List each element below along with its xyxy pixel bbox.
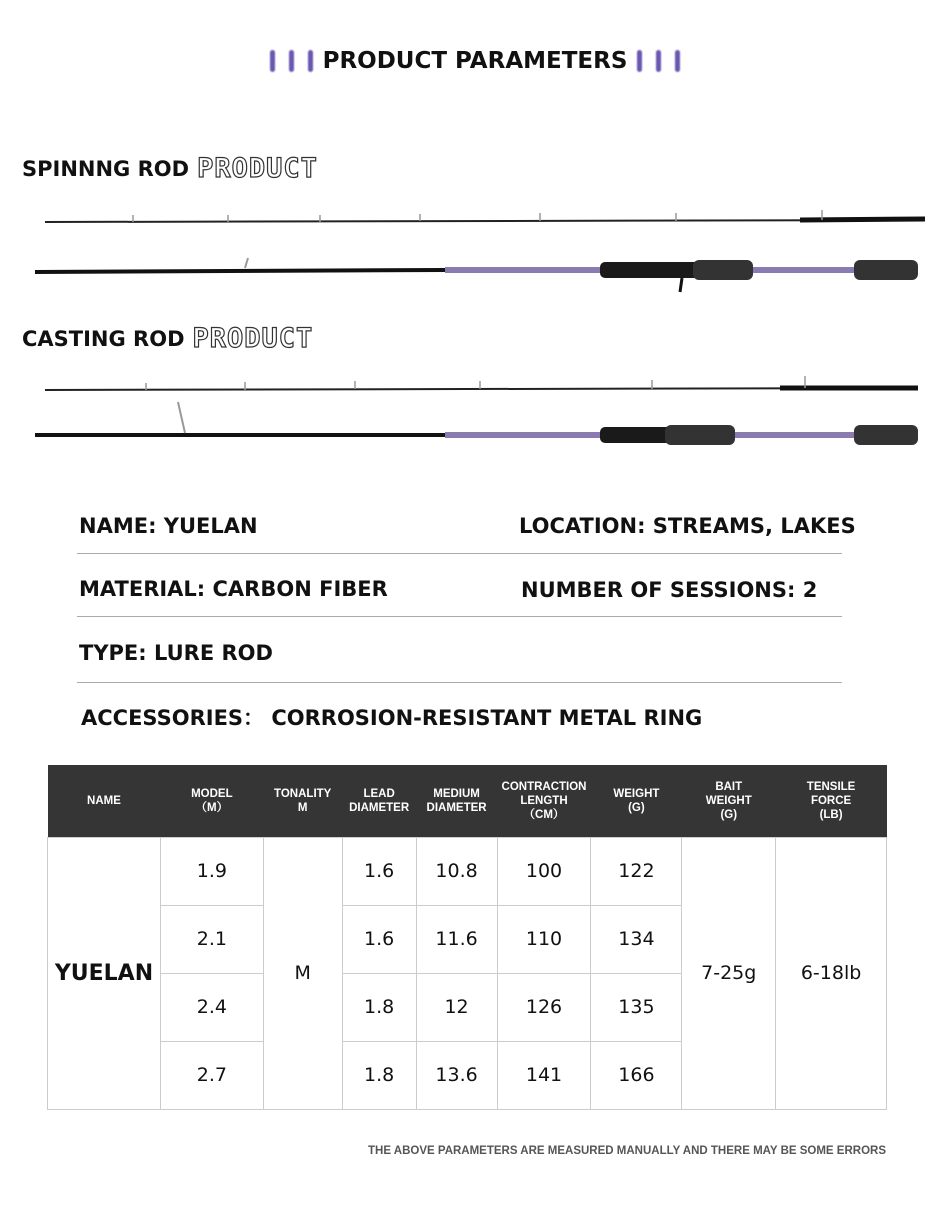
- header-line: (LB): [819, 808, 843, 821]
- table-cell: 122: [591, 837, 682, 905]
- table-cell: 7-25g: [682, 837, 776, 1109]
- divider: [77, 682, 842, 683]
- section-label: CASTING ROD: [22, 326, 185, 351]
- column-header: [342, 765, 416, 837]
- table-cell: 1.8: [342, 1041, 416, 1109]
- header-line: LENGTH: [520, 794, 568, 807]
- rod-butt-section-1: [35, 258, 918, 292]
- table-cell: 2.7: [160, 1041, 263, 1109]
- decor-bars-right: [637, 50, 680, 72]
- rod-butt-section-2: [35, 402, 918, 445]
- rod-tip-section-2: [45, 376, 918, 390]
- info-material: MATERIAL: CARBON FIBER: [79, 577, 388, 601]
- header-line: NAME: [87, 794, 121, 807]
- rod-images: [0, 200, 950, 460]
- info-name: NAME: YUELAN: [79, 514, 258, 538]
- section-tag: PRODUCT: [192, 323, 314, 354]
- page-title: [0, 48, 950, 74]
- table-cell: 166: [591, 1041, 682, 1109]
- header-line: BAIT: [715, 780, 743, 793]
- table-cell: 126: [497, 973, 591, 1041]
- title-text: PRODUCT PARAMETERS: [322, 48, 628, 74]
- header-line: M: [297, 801, 308, 814]
- table-cell: 100: [497, 837, 591, 905]
- column-header: [263, 765, 342, 837]
- header-line: （CM）: [523, 808, 565, 821]
- header-line: TONALITY: [274, 787, 332, 800]
- rod-tip-section-1: [45, 210, 925, 222]
- info-accessories: ACCESSORIES： CORROSION-RESISTANT METAL RING: [81, 706, 703, 730]
- column-header: [682, 765, 776, 837]
- column-header: [160, 765, 263, 837]
- table-cell: 6-18lb: [776, 837, 887, 1109]
- section-tag: PRODUCT: [197, 153, 318, 184]
- column-header: [48, 765, 161, 837]
- table-cell: 13.6: [416, 1041, 497, 1109]
- header-line: LEAD: [363, 787, 395, 800]
- header-line: MODEL: [191, 787, 233, 800]
- column-header: [497, 765, 591, 837]
- table-cell: 110: [497, 905, 591, 973]
- header-line: DIAMETER: [349, 801, 410, 814]
- spec-table: [47, 765, 887, 1110]
- column-header: [776, 765, 887, 837]
- header-line: FORCE: [810, 794, 852, 807]
- header-line: DIAMETER: [426, 801, 487, 814]
- table-cell: YUELAN: [48, 837, 161, 1109]
- section-spinning: [22, 153, 318, 184]
- header-line: (G): [628, 801, 645, 814]
- header-line: （M）: [195, 801, 229, 814]
- table-cell: 141: [497, 1041, 591, 1109]
- table-cell: 10.8: [416, 837, 497, 905]
- header-line: MEDIUM: [433, 787, 480, 800]
- header-line: TENSILE: [806, 780, 856, 793]
- header-line: (G): [720, 808, 738, 821]
- divider: [77, 553, 842, 554]
- header-line: WEIGHT: [705, 794, 752, 807]
- header-line: WEIGHT: [613, 787, 660, 800]
- table-cell: 2.1: [160, 905, 263, 973]
- table-cell: 1.9: [160, 837, 263, 905]
- header-line: CONTRACTION: [501, 780, 587, 793]
- table-cell: 135: [591, 973, 682, 1041]
- table-header-row: [48, 765, 887, 837]
- table-cell: M: [263, 837, 342, 1109]
- table-cell: 1.6: [342, 837, 416, 905]
- table-cell: 1.8: [342, 973, 416, 1041]
- column-header: [416, 765, 497, 837]
- table-cell: 1.6: [342, 905, 416, 973]
- table-cell: 12: [416, 973, 497, 1041]
- table-cell: 134: [591, 905, 682, 973]
- table-cell: 11.6: [416, 905, 497, 973]
- column-header: [591, 765, 682, 837]
- footer-note: THE ABOVE PARAMETERS ARE MEASURED MANUALLY AND THERE MAY BE SOME ERRORS: [368, 1145, 886, 1157]
- info-sessions: NUMBER OF SESSIONS: 2: [521, 578, 818, 602]
- decor-bars-left: [270, 50, 313, 72]
- table-row: [48, 837, 887, 905]
- section-label: SPINNNG ROD: [22, 156, 190, 181]
- info-type: TYPE: LURE ROD: [79, 641, 273, 665]
- table-cell: 2.4: [160, 973, 263, 1041]
- info-location: LOCATION: STREAMS, LAKES: [519, 514, 856, 538]
- divider: [77, 616, 842, 617]
